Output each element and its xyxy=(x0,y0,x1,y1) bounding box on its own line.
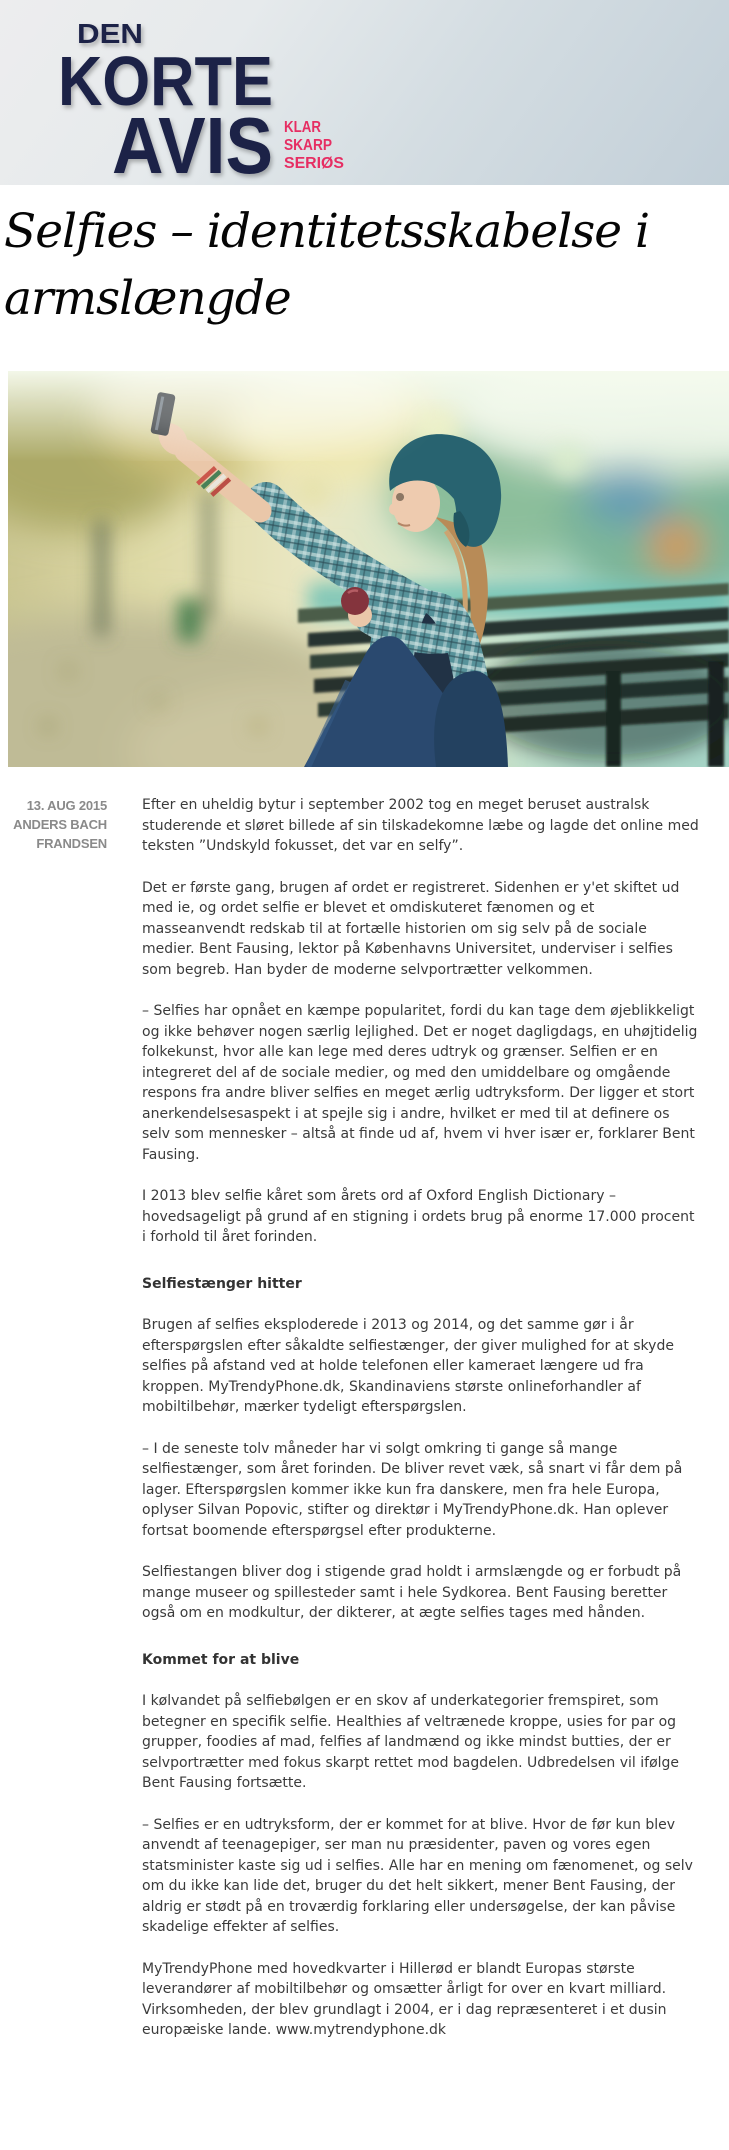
article-paragraph: I 2013 blev selfie kåret som årets ord af Oxford English Dictionary – hovedsageligt på grund af en stigning i ordets brug på enorme 17.000 procent i forhold til året forinden. xyxy=(142,1188,695,1245)
masthead xyxy=(0,0,729,185)
article-meta xyxy=(0,795,107,2041)
logo-line-avis: AVIS xyxy=(112,101,273,185)
newspaper-logo[interactable] xyxy=(0,0,729,185)
article-paragraph: – I de seneste tolv måneder har vi solgt omkring ti gange så mange selfiestænger, som året forinden. De bliver revet væk, så snart vi får dem på lager. Efterspørgslen kommer ikke kun fra danskere, men fra hele Europa, oplyser Silvan Popovic, stifter og direktør i MyTrendyPhone.dk. Han oplever fortsat boomende efterspørgsel efter produkterne. xyxy=(142,1440,683,1539)
tagline-skarp: SKARP xyxy=(284,137,332,154)
article-photo xyxy=(8,371,729,767)
article-author: ANDERS BACH FRANDSEN xyxy=(13,817,107,851)
logo-line-korte: KORTE xyxy=(58,42,273,120)
tagline-serios: SERIØS xyxy=(284,155,344,172)
selfie-photo-illustration xyxy=(8,371,729,767)
article-headline xyxy=(4,198,729,332)
section-heading: Selfiestænger hitter xyxy=(142,1275,302,1292)
section-heading: Kommet for at blive xyxy=(142,1651,300,1668)
logo-line-den: DEN xyxy=(77,18,143,49)
article-paragraph: – Selfies er en udtryksform, der er kommet for at blive. Hvor de før kun blev anvendt af teenagepiger, ser man nu præsidenter, paven og vores egen statsminister kaste sig ud i selfies. Alle har en mening om fænomenet, og selv om du ikke kan lide det, bruger du det helt sikkert, mener Bent Fausing, der aldrig er stødt på en troværdig forklaring eller undersøgelse, der kan påvise skadelige effekter af selfies. xyxy=(142,1816,693,1935)
article-paragraph: – Selfies har opnået en kæmpe popularitet, fordi du kan tage dem øjeblikkeligt og ikke behøver nogen særlig lejlighed. Det er noget dagligdags, en uhøjtidelig folkekunst, hvor alle kan lege med deres udtryk og grænser. Selfien er en integreret del af de sociale medier, og med den umiddelbare og omgående respons fra andre bliver selfies en meget ærlig udtryksform. Der ligger et stort anerkendelsesaspekt i at spejle sig i andre, hvilket er med til at definere os selv som mennesker – altså at finde ud af, hvem vi hver især er, forklarer Bent Fausing. xyxy=(142,1003,698,1163)
article-paragraph: Selfiestangen bliver dog i stigende grad holdt i armslængde og er forbudt på mange museer og spillesteder samt i hele Sydkorea. Bent Fausing beretter også om en modkultur, der dikterer, at ægte selfies tages med hånden. xyxy=(142,1564,682,1621)
article-paragraph: Det er første gang, brugen af ordet er registreret. Sidenhen er y'et skiftet ud med ie, og ordet selfie er blevet et omdiskuteret fænomen og et masseanvendt redskab til at fortælle historien om sig selv på de sociale medier. Bent Fausing, lektor på Københavns Universitet, underviser i selfies som begreb. Han byder de moderne selvportrætter velkommen. xyxy=(142,879,680,978)
headline-line-1: Selfies – identitetsskabelse i xyxy=(4,204,650,259)
article-body xyxy=(142,795,700,2041)
article xyxy=(0,795,729,2041)
article-paragraph: Brugen af selfies eksploderede i 2013 og 2014, og det samme gør i år efterspørgslen efter såkaldte selfiestænger, der giver mulighed for at skyde selfies på afstand ved at holde telefonen eller kameraet længere ud fra kroppen. MyTrendyPhone.dk, Skandinaviens største onlineforhandler af mobiltilbehør, mærker tydeligt efterspørgslen. xyxy=(142,1317,674,1415)
article-paragraph: MyTrendyPhone med hovedkvarter i Hillerød er blandt Europas største leverandører af mobiltilbehør og omsætter årligt for over en kvart milliard. Virksomheden, der blev grundlagt i 2004, er i dag repræsenteret i et dusin europæiske lande. www.mytrendyphone.dk xyxy=(142,1960,667,2038)
headline-line-2: armslængde xyxy=(4,271,291,326)
article-paragraph: I kølvandet på selfiebølgen er en skov af underkategorier fremspiret, som betegner en specifik selfie. Healthies af veltrænede kroppe, usies for par og grupper, foodies af mad, felfies af landmænd og ikke mindst butties, der er selvportrætter med fokus skarpt rettet mod bagdelen. Udbredelsen vil ifølge Bent Fausing fortsætte. xyxy=(142,1693,680,1791)
article-date: 13. AUG 2015 xyxy=(26,798,107,813)
article-paragraph: Efter en uheldig bytur i september 2002 tog en meget beruset australsk studerende et sløret billede af sin tilskadekomne læbe og lagde det online med teksten ”Undskyld fokusset, det var en selfy”. xyxy=(142,797,699,854)
tagline-klar: KLAR xyxy=(284,119,321,136)
